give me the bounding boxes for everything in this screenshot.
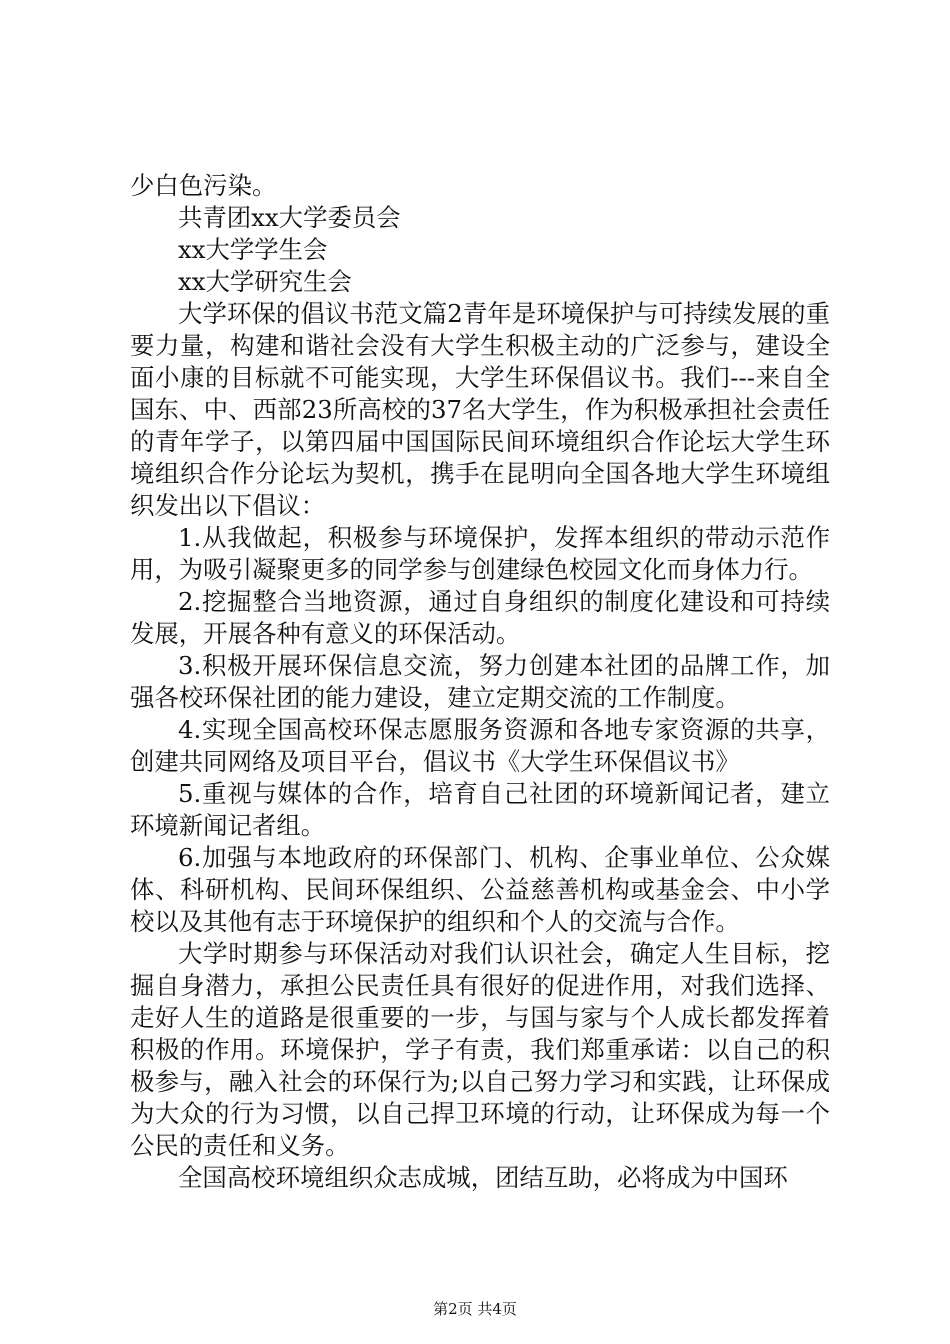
paragraph-item-1: 1.从我做起，积极参与环境保护，发挥本组织的带动示范作用，为吸引凝聚更多的同学参与创建绿色校园文化而身体力行。	[130, 523, 830, 584]
page-number-footer: 第2页 共4页	[433, 1300, 517, 1318]
paragraph-continuation: 少白色污染。	[130, 171, 277, 200]
paragraph-item-4: 4.实现全国高校环保志愿服务资源和各地专家资源的共享，创建共同网络及项目平台，倡议书《大学生环保倡议书》	[130, 715, 830, 776]
paragraph-commitment: 大学时期参与环保活动对我们认识社会，确定人生目标，挖掘自身潜力，承担公民责任具有很好的促进作用，对我们选择、走好人生的道路是很重要的一步，与国与家与个人成长都发挥着积极的作用。环境保护，学子有责，我们郑重承诺：以自己的积极参与，融入社会的环保行为;以自己努力学习和实践，让环保成为大众的行为习惯，以自己捍卫环境的行动，让环保成为每一个公民的责任和义务。	[130, 939, 830, 1160]
paragraph-item-2: 2.挖掘整合当地资源，通过自身组织的制度化建设和可持续发展，开展各种有意义的环保活动。	[130, 587, 830, 648]
paragraph-item-6: 6.加强与本地政府的环保部门、机构、企事业单位、公众媒体、科研机构、民间环保组织、公益慈善机构或基金会、中小学校以及其他有志于环境保护的组织和个人的交流与合作。	[130, 843, 830, 936]
paragraph-intro: 大学环保的倡议书范文篇2青年是环境保护与可持续发展的重要力量，构建和谐社会没有大学生积极主动的广泛参与，建设全面小康的目标就不可能实现，大学生环保倡议书。我们---来自全国东、中、西部23所高校的37名大学生，作为积极承担社会责任的青年学子，以第四届中国国际民间环境组织合作论坛大学生环境组织合作分论坛为契机，携手在昆明向全国各地大学生环境组织发出以下倡议：	[130, 299, 830, 520]
signature-league-committee: 共青团xx大学委员会	[178, 203, 401, 232]
paragraph-item-3: 3.积极开展环保信息交流，努力创建本社团的品牌工作，加强各校环保社团的能力建设，建立定期交流的工作制度。	[130, 651, 830, 712]
document-body	[130, 170, 830, 1194]
signature-student-union: xx大学学生会	[178, 235, 328, 264]
signature-graduate-union: xx大学研究生会	[178, 267, 352, 296]
paragraph-item-5: 5.重视与媒体的合作，培育自己社团的环境新闻记者，建立环境新闻记者组。	[130, 779, 830, 840]
paragraph-closing: 全国高校环境组织众志成城，团结互助，必将成为中国环	[178, 1163, 788, 1192]
